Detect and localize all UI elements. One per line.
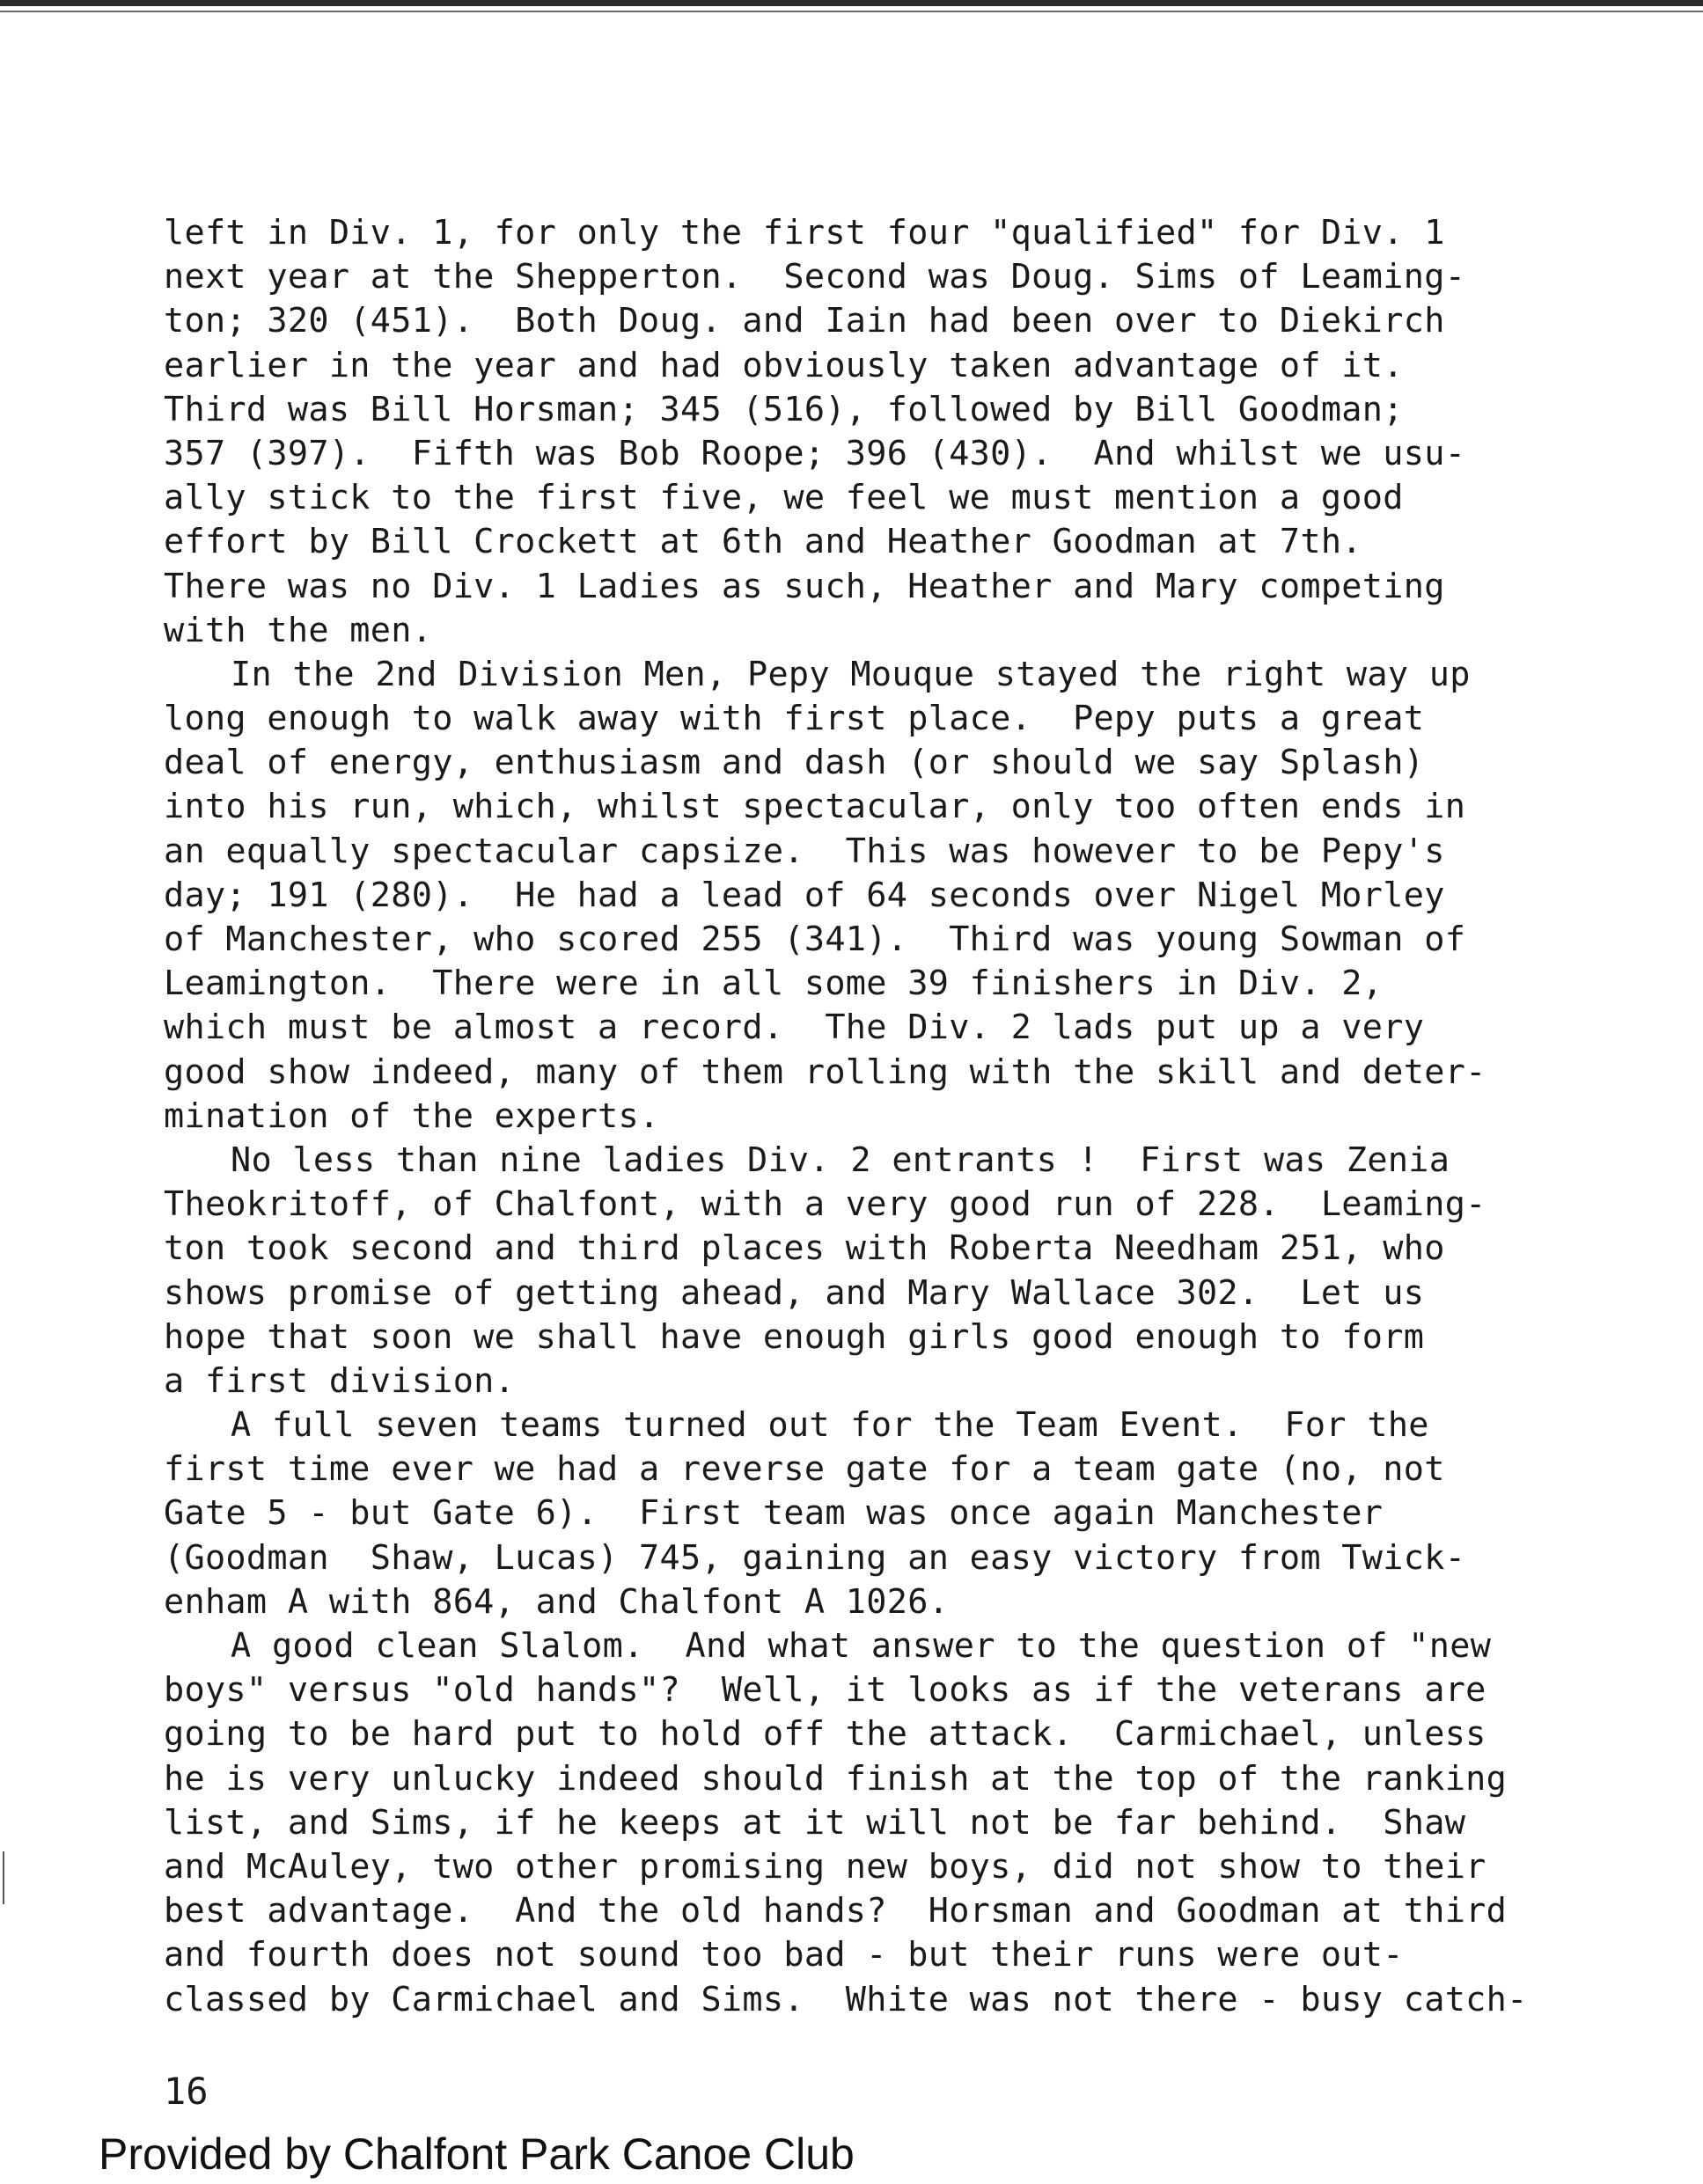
article-line: first time ever we had a reverse gate for a team gate (no, not: [164, 1449, 1445, 1490]
paragraph-start-line: No less than nine ladies Div. 2 entrants ! First was Zenia: [231, 1140, 1450, 1180]
article-line: day; 191 (280). He had a lead of 64 seconds over Nigel Morley: [164, 875, 1445, 915]
article-line: and McAuley, two other promising new boys, did not show to their: [164, 1846, 1486, 1887]
article-line: an equally spectacular capsize. This was however to be Pepy's: [164, 831, 1445, 871]
article-line: shows promise of getting ahead, and Mary Wallace 302. Let us: [164, 1272, 1425, 1313]
paragraph-start-line: A full seven teams turned out for the Team Event. For the: [231, 1405, 1429, 1446]
article-line: which must be almost a record. The Div. 2 lads put up a very: [164, 1008, 1425, 1048]
article-line: deal of energy, enthusiasm and dash (or should we say Splash): [164, 743, 1425, 783]
article-line: hope that soon we shall have enough girls good enough to form: [164, 1316, 1425, 1357]
scan-margin-mark: [3, 1851, 4, 1904]
article-line: classed by Carmichael and Sims. White was not there - busy catch-: [164, 1979, 1528, 2019]
article-line: Gate 5 - but Gate 6). First team was once again Manchester: [164, 1493, 1384, 1534]
article-line: ally stick to the first five, we feel we must mention a good: [164, 478, 1404, 518]
article-body: [164, 211, 1660, 2022]
article-line: There was no Div. 1 Ladies as such, Heather and Mary competing: [164, 566, 1445, 606]
article-line: Theokritoff, of Chalfont, with a very good run of 228. Leaming-: [164, 1184, 1486, 1225]
article-line: good show indeed, many of them rolling with the skill and deter-: [164, 1052, 1486, 1092]
paragraph-start-line: In the 2nd Division Men, Pepy Mouque stayed the right way up: [231, 654, 1471, 694]
article-line: boys" versus "old hands"? Well, it looks as if the veterans are: [164, 1670, 1486, 1711]
scan-top-border: [0, 0, 1703, 6]
article-line: of Manchester, who scored 255 (341). Third was young Sowman of: [164, 920, 1466, 959]
article-line: ton took second and third places with Roberta Needham 251, who: [164, 1228, 1445, 1269]
article-line: list, and Sims, if he keeps at it will not be far behind. Shaw: [164, 1802, 1466, 1843]
article-line: earlier in the year and had obviously taken advantage of it.: [164, 345, 1404, 385]
article-line: enham A with 864, and Chalfont A 1026.: [164, 1581, 950, 1622]
provenance-credit: Provided by Chalfont Park Canoe Club: [99, 2129, 855, 2179]
article-line: effort by Bill Crockett at 6th and Heather Goodman at 7th.: [164, 522, 1362, 562]
scan-top-border-thin: [0, 11, 1703, 12]
article-line: next year at the Shepperton. Second was Doug. Sims of Leaming-: [164, 257, 1466, 297]
article-line: Leamington. There were in all some 39 finishers in Div. 2,: [164, 964, 1384, 1004]
article-line: left in Div. 1, for only the first four "qualified" for Div. 1: [164, 213, 1445, 253]
article-line: best advantage. And the old hands? Horsman and Goodman at third: [164, 1891, 1508, 1931]
page-number: 16: [164, 2070, 209, 2113]
article-line: ton; 320 (451). Both Doug. and Iain had been over to Diekirch: [164, 301, 1445, 341]
article-line: Third was Bill Horsman; 345 (516), followed by Bill Goodman;: [164, 389, 1404, 429]
paragraph-start-line: A good clean Slalom. And what answer to the question of "new: [231, 1626, 1492, 1666]
article-line: with the men.: [164, 610, 433, 650]
article-line: mination of the experts.: [164, 1096, 660, 1136]
article-line: going to be hard put to hold off the attack. Carmichael, unless: [164, 1714, 1486, 1755]
article-line: a first division.: [164, 1360, 516, 1401]
article-line: 357 (397). Fifth was Bob Roope; 396 (430). And whilst we usu-: [164, 433, 1466, 473]
article-line: long enough to walk away with first place. Pepy puts a great: [164, 699, 1425, 739]
article-line: into his run, which, whilst spectacular, only too often ends in: [164, 787, 1466, 827]
article-line: (Goodman Shaw, Lucas) 745, gaining an easy victory from Twick-: [164, 1537, 1466, 1578]
article-line: he is very unlucky indeed should finish at the top of the ranking: [164, 1758, 1508, 1799]
article-line: and fourth does not sound too bad - but their runs were out-: [164, 1935, 1404, 1975]
